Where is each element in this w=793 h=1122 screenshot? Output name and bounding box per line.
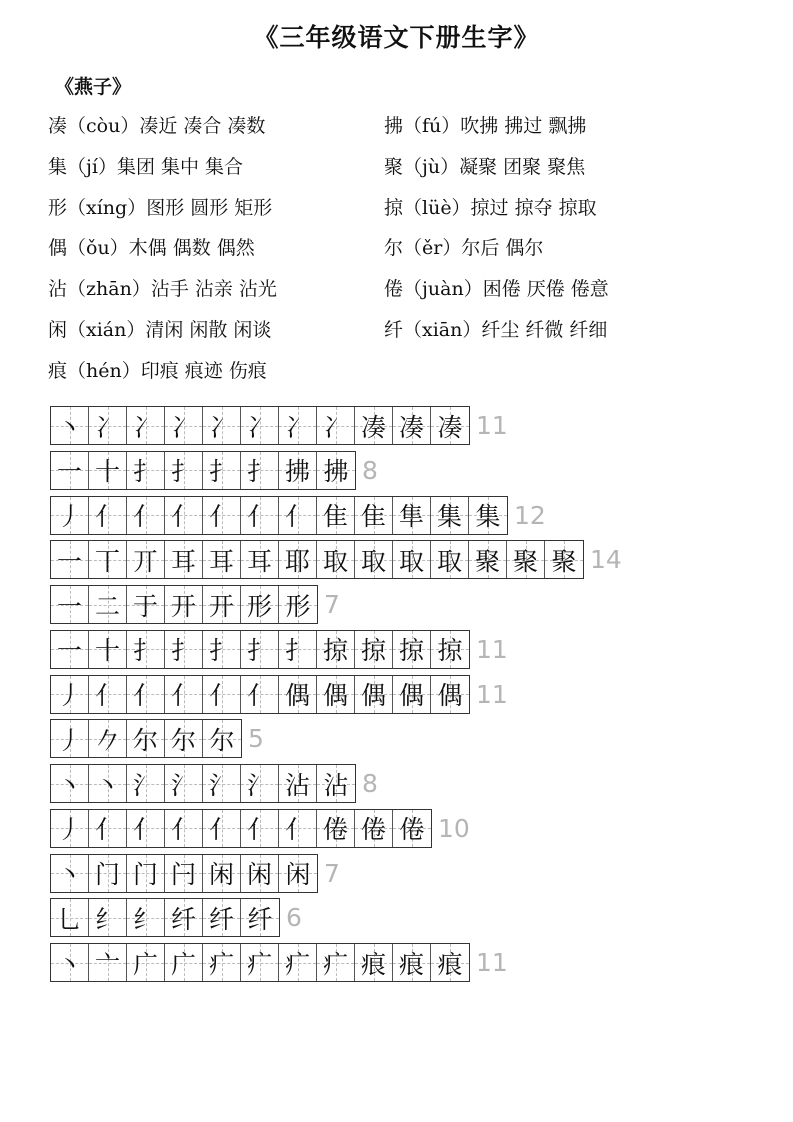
stroke-cell	[317, 631, 355, 668]
stroke-row	[50, 540, 622, 579]
stroke-glyph: 丶	[56, 860, 82, 889]
stroke-cell	[51, 586, 89, 623]
stroke-cell	[393, 676, 431, 713]
stroke-cell	[279, 855, 317, 892]
stroke-glyph: 丿	[56, 725, 82, 755]
stroke-cells	[50, 630, 470, 669]
stroke-cell	[165, 541, 203, 578]
stroke-cell	[317, 407, 355, 444]
stroke-glyph: 亻	[246, 502, 272, 531]
stroke-cell	[355, 810, 393, 847]
stroke-cell	[127, 944, 165, 981]
stroke-glyph: 𠂊	[94, 725, 120, 755]
stroke-glyph: 氵	[170, 770, 196, 800]
stroke-cells	[50, 675, 470, 714]
stroke-row	[50, 898, 622, 937]
stroke-cell	[393, 631, 431, 668]
stroke-cell	[355, 407, 393, 444]
stroke-cell	[51, 452, 89, 489]
stroke-glyph: 丌	[132, 546, 158, 576]
stroke-glyph: 冫	[246, 412, 272, 442]
stroke-row	[50, 630, 622, 669]
stroke-glyph: 形	[246, 591, 272, 621]
stroke-cell	[203, 676, 241, 713]
stroke-glyph: 亻	[132, 681, 158, 710]
stroke-row	[50, 585, 622, 624]
stroke-glyph: 掠	[437, 636, 463, 666]
stroke-glyph: 扌	[208, 636, 234, 666]
stroke-glyph: 开	[208, 591, 234, 621]
stroke-glyph: 广	[170, 949, 196, 979]
stroke-glyph: 纟	[94, 904, 120, 934]
stroke-glyph: 丅	[94, 546, 120, 576]
stroke-glyph: 十	[94, 457, 120, 487]
stroke-cell	[241, 407, 279, 444]
stroke-count: 8	[362, 455, 378, 485]
stroke-cell	[51, 631, 89, 668]
stroke-cells	[50, 898, 280, 937]
stroke-glyph: 形	[285, 591, 311, 621]
stroke-cell	[355, 497, 393, 534]
stroke-cell	[317, 676, 355, 713]
stroke-glyph: 二	[94, 591, 120, 621]
stroke-glyph: 纟	[132, 904, 158, 934]
stroke-cell	[431, 407, 469, 444]
stroke-cell	[241, 541, 279, 578]
stroke-glyph: 闲	[208, 860, 234, 889]
stroke-cell	[393, 541, 431, 578]
stroke-cell	[279, 631, 317, 668]
stroke-count: 10	[438, 813, 470, 843]
stroke-cell	[241, 676, 279, 713]
stroke-cell	[431, 497, 469, 534]
stroke-glyph: 隼	[398, 502, 424, 531]
stroke-cells	[50, 809, 432, 848]
stroke-row	[50, 764, 622, 803]
stroke-glyph: 取	[322, 546, 348, 576]
vocabulary-list	[48, 110, 748, 396]
stroke-cell	[51, 765, 89, 802]
stroke-glyph: 耳	[170, 546, 196, 576]
stroke-glyph: 疒	[284, 949, 310, 979]
stroke-glyph: 丶	[56, 412, 82, 442]
stroke-cell	[279, 541, 317, 578]
stroke-glyph: 亻	[94, 502, 120, 531]
stroke-cell	[203, 452, 241, 489]
stroke-glyph: 亻	[170, 681, 196, 710]
stroke-glyph: 掠	[398, 636, 424, 666]
stroke-glyph: 疒	[208, 949, 234, 979]
stroke-cell	[89, 541, 127, 578]
stroke-cell	[317, 765, 355, 802]
stroke-cell	[241, 899, 279, 936]
stroke-row	[50, 675, 622, 714]
stroke-glyph: 冫	[170, 412, 196, 442]
stroke-cell	[203, 944, 241, 981]
stroke-cell	[89, 631, 127, 668]
stroke-glyph: 一	[56, 546, 82, 576]
stroke-glyph: 拂	[323, 457, 349, 487]
stroke-glyph: 倦	[399, 815, 425, 845]
stroke-cell	[393, 497, 431, 534]
stroke-cell	[317, 497, 355, 534]
stroke-cell	[431, 944, 469, 981]
stroke-cell	[241, 497, 279, 534]
vocab-item: 集（jí）集团 集中 集合	[48, 155, 244, 178]
stroke-glyph: 扌	[170, 636, 196, 666]
stroke-cell	[393, 944, 431, 981]
stroke-cell	[89, 944, 127, 981]
vocab-item: 尔（ěr）尔后 偶尔	[384, 237, 544, 260]
stroke-cell	[127, 452, 165, 489]
stroke-cell	[89, 810, 127, 847]
stroke-glyph: 偶	[437, 681, 463, 710]
stroke-glyph: 丿	[56, 502, 82, 531]
stroke-glyph: 冫	[322, 412, 348, 442]
stroke-cell	[203, 407, 241, 444]
vocab-item: 掠（lüè）掠过 掠夺 掠取	[384, 196, 597, 219]
stroke-glyph: 亻	[284, 502, 310, 531]
stroke-glyph: 广	[132, 949, 158, 979]
stroke-cell	[431, 676, 469, 713]
stroke-cell	[51, 407, 89, 444]
stroke-cell	[355, 676, 393, 713]
stroke-count: 11	[476, 948, 508, 977]
stroke-cell	[355, 541, 393, 578]
stroke-glyph: 亻	[208, 502, 234, 531]
stroke-cell	[165, 720, 203, 757]
stroke-cell	[203, 720, 241, 757]
stroke-glyph: 取	[398, 546, 424, 576]
stroke-glyph: 偶	[322, 681, 348, 710]
stroke-cell	[203, 586, 241, 623]
stroke-glyph: 疒	[246, 949, 272, 979]
stroke-glyph: 凑	[360, 412, 386, 442]
stroke-glyph: 亻	[208, 681, 234, 710]
stroke-cell	[279, 407, 317, 444]
stroke-cell	[127, 631, 165, 668]
stroke-glyph: 疒	[322, 949, 348, 979]
stroke-cells	[50, 451, 356, 490]
stroke-cell	[89, 452, 127, 489]
stroke-row	[50, 406, 622, 445]
stroke-glyph: 扌	[208, 457, 234, 487]
stroke-cell	[51, 855, 89, 892]
stroke-cell	[89, 720, 127, 757]
stroke-glyph: 扌	[132, 457, 158, 487]
vocab-item: 痕（hén）印痕 痕迹 伤痕	[48, 359, 267, 382]
stroke-cell	[469, 497, 507, 534]
stroke-glyph: 一	[56, 636, 82, 666]
stroke-cell	[203, 631, 241, 668]
stroke-cell	[507, 541, 545, 578]
stroke-cell	[203, 541, 241, 578]
stroke-cell	[51, 810, 89, 847]
stroke-cell	[51, 676, 89, 713]
stroke-row	[50, 719, 622, 758]
stroke-glyph: 尔	[170, 725, 196, 755]
stroke-glyph: 亻	[208, 815, 234, 845]
vocab-item: 形（xíng）图形 圆形 矩形	[48, 196, 273, 219]
stroke-cell	[89, 765, 127, 802]
vocab-item: 纤（xiān）纤尘 纤微 纤细	[384, 318, 608, 341]
stroke-row	[50, 854, 622, 893]
stroke-cell	[203, 810, 241, 847]
stroke-glyph: 闩	[170, 860, 196, 889]
stroke-cell	[545, 541, 583, 578]
stroke-glyph: 十	[94, 636, 120, 666]
stroke-glyph: 倦	[322, 815, 348, 845]
stroke-cell	[51, 720, 89, 757]
stroke-cell	[203, 765, 241, 802]
stroke-cell	[51, 541, 89, 578]
stroke-glyph: 掠	[360, 636, 386, 666]
stroke-glyph: 取	[360, 546, 386, 576]
stroke-glyph: 沾	[284, 770, 310, 800]
stroke-cell	[89, 407, 127, 444]
stroke-glyph: 偶	[284, 681, 310, 710]
stroke-glyph: 凑	[398, 412, 424, 442]
stroke-glyph: 耳	[246, 546, 272, 576]
stroke-cell	[431, 631, 469, 668]
stroke-cell	[241, 855, 279, 892]
vocab-item: 倦（juàn）困倦 厌倦 倦意	[384, 278, 609, 301]
stroke-count: 7	[324, 590, 340, 619]
stroke-glyph: 取	[436, 546, 462, 576]
stroke-cell	[279, 452, 317, 489]
stroke-cells	[50, 540, 584, 579]
stroke-cell	[127, 765, 165, 802]
stroke-glyph: 亻	[94, 681, 120, 710]
stroke-glyph: 隹	[322, 502, 348, 531]
stroke-cell	[241, 452, 279, 489]
stroke-cell	[203, 855, 241, 892]
stroke-cell	[89, 497, 127, 534]
stroke-cell	[279, 810, 317, 847]
stroke-glyph: 亠	[94, 949, 120, 979]
stroke-cell	[127, 497, 165, 534]
stroke-cell	[431, 541, 469, 578]
stroke-cell	[317, 944, 355, 981]
stroke-cell	[165, 810, 203, 847]
stroke-cell	[165, 676, 203, 713]
stroke-glyph: 丶	[56, 770, 82, 800]
stroke-glyph: 亻	[246, 681, 272, 710]
stroke-cell	[51, 944, 89, 981]
stroke-cell	[51, 497, 89, 534]
stroke-glyph: 偶	[360, 681, 386, 710]
stroke-cell	[127, 541, 165, 578]
stroke-glyph: 亻	[132, 815, 158, 845]
stroke-glyph: 痕	[360, 949, 386, 979]
stroke-glyph: 扌	[284, 636, 310, 666]
stroke-cell	[165, 586, 203, 623]
stroke-row	[50, 943, 622, 982]
stroke-cell	[89, 586, 127, 623]
stroke-cell	[393, 810, 431, 847]
stroke-glyph: 隹	[360, 502, 386, 531]
stroke-glyph: 倦	[360, 815, 386, 845]
stroke-cell	[127, 810, 165, 847]
vocab-item: 凑（còu）凑近 凑合 凑数	[48, 115, 266, 137]
stroke-cell	[469, 541, 507, 578]
stroke-glyph: 冫	[208, 412, 234, 442]
stroke-cell	[127, 586, 165, 623]
stroke-glyph: 掠	[322, 636, 348, 666]
stroke-glyph: 亻	[132, 502, 158, 531]
stroke-count: 11	[476, 411, 508, 440]
stroke-glyph: 尔	[209, 725, 235, 755]
stroke-glyph: 纤	[170, 904, 196, 934]
stroke-cell	[279, 497, 317, 534]
stroke-cell	[127, 899, 165, 936]
stroke-glyph: 集	[436, 502, 462, 531]
stroke-cells	[50, 943, 470, 982]
stroke-cell	[165, 765, 203, 802]
stroke-count: 7	[324, 858, 340, 888]
stroke-glyph: 丶	[94, 770, 120, 800]
stroke-glyph: 聚	[474, 546, 500, 576]
stroke-cell	[165, 944, 203, 981]
stroke-glyph: 闲	[246, 860, 272, 889]
stroke-count: 6	[286, 903, 302, 933]
stroke-cell	[165, 899, 203, 936]
vocab-item: 闲（xián）清闲 闲散 闲谈	[48, 318, 272, 341]
stroke-glyph: 聚	[551, 546, 577, 576]
stroke-glyph: 丿	[56, 681, 82, 710]
lesson-title: 《燕子》	[55, 76, 132, 98]
stroke-row	[50, 809, 622, 848]
stroke-cell	[279, 765, 317, 802]
stroke-glyph: 痕	[437, 949, 463, 979]
stroke-cell	[127, 676, 165, 713]
stroke-glyph: 痕	[398, 949, 424, 979]
vocab-item: 拂（fú）吹拂 拂过 飘拂	[384, 115, 587, 137]
stroke-count: 12	[514, 500, 546, 530]
stroke-count: 11	[476, 679, 508, 709]
stroke-cell	[127, 855, 165, 892]
stroke-glyph: 沾	[323, 770, 349, 800]
stroke-row	[50, 451, 622, 490]
stroke-glyph: 纤	[208, 904, 234, 934]
stroke-glyph: 扌	[246, 457, 272, 487]
stroke-row	[50, 496, 622, 535]
stroke-cell	[279, 944, 317, 981]
stroke-glyph: 一	[56, 457, 82, 487]
stroke-cells	[50, 496, 508, 535]
stroke-cell	[355, 944, 393, 981]
stroke-cell	[165, 452, 203, 489]
stroke-cell	[317, 452, 355, 489]
stroke-glyph: 纤	[247, 904, 273, 934]
stroke-glyph: 亻	[284, 815, 310, 845]
stroke-glyph: 拂	[284, 457, 310, 487]
stroke-glyph: 耳	[208, 546, 234, 576]
stroke-glyph: 一	[56, 591, 82, 621]
stroke-cell	[89, 676, 127, 713]
page-title: 《三年级语文下册生字》	[253, 23, 540, 52]
stroke-cell	[165, 407, 203, 444]
stroke-cell	[165, 855, 203, 892]
vocab-item: 聚（jù）凝聚 团聚 聚焦	[384, 155, 586, 178]
stroke-cell	[89, 855, 127, 892]
stroke-cell	[317, 810, 355, 847]
stroke-glyph: 扌	[132, 636, 158, 666]
stroke-glyph: 偶	[398, 681, 424, 710]
stroke-order-grid	[50, 406, 622, 988]
vocab-item: 沾（zhān）沾手 沾亲 沾光	[48, 278, 277, 301]
stroke-glyph: 集	[475, 502, 501, 531]
stroke-glyph: 亻	[170, 502, 196, 531]
stroke-cell	[51, 899, 89, 936]
stroke-glyph: 丶	[56, 949, 82, 979]
vocab-item: 偶（ǒu）木偶 偶数 偶然	[48, 237, 255, 260]
stroke-cell	[241, 944, 279, 981]
stroke-cell	[355, 631, 393, 668]
stroke-count: 8	[362, 769, 378, 798]
stroke-glyph: 亻	[246, 815, 272, 845]
stroke-cells	[50, 585, 318, 624]
stroke-cell	[317, 541, 355, 578]
stroke-glyph: 凑	[437, 412, 463, 442]
stroke-cell	[241, 586, 279, 623]
stroke-glyph: 冫	[132, 412, 158, 442]
stroke-glyph: 聚	[512, 546, 538, 576]
stroke-glyph: 尔	[132, 725, 158, 755]
stroke-glyph: 氵	[208, 770, 234, 800]
stroke-glyph: 扌	[170, 457, 196, 487]
stroke-glyph: 闲	[285, 860, 311, 889]
stroke-glyph: 亻	[170, 815, 196, 845]
stroke-count: 11	[476, 634, 508, 664]
stroke-glyph: 扌	[246, 636, 272, 666]
stroke-glyph: 冫	[94, 412, 120, 442]
stroke-cell	[165, 631, 203, 668]
stroke-cells	[50, 764, 356, 803]
stroke-cell	[241, 631, 279, 668]
stroke-glyph: 氵	[132, 770, 158, 800]
stroke-glyph: 于	[132, 591, 158, 621]
stroke-cell	[127, 407, 165, 444]
stroke-cells	[50, 854, 318, 893]
stroke-cell	[127, 720, 165, 757]
stroke-cell	[393, 407, 431, 444]
stroke-glyph: 门	[94, 860, 120, 889]
stroke-cell	[241, 810, 279, 847]
stroke-glyph: 丿	[56, 815, 82, 845]
stroke-glyph: 亻	[94, 815, 120, 845]
stroke-cell	[165, 497, 203, 534]
stroke-cell	[279, 676, 317, 713]
stroke-glyph: 开	[170, 591, 196, 621]
stroke-cell	[89, 899, 127, 936]
stroke-cells	[50, 406, 470, 445]
stroke-glyph: 氵	[246, 770, 272, 800]
stroke-cell	[279, 586, 317, 623]
stroke-glyph: 乚	[56, 904, 82, 934]
stroke-glyph: 门	[132, 860, 158, 889]
stroke-cell	[203, 497, 241, 534]
stroke-glyph: 冫	[284, 412, 310, 442]
stroke-count: 5	[248, 724, 264, 754]
stroke-count: 14	[590, 545, 622, 575]
stroke-cells	[50, 719, 242, 758]
stroke-cell	[203, 899, 241, 936]
stroke-glyph: 耶	[284, 546, 310, 576]
stroke-cell	[241, 765, 279, 802]
